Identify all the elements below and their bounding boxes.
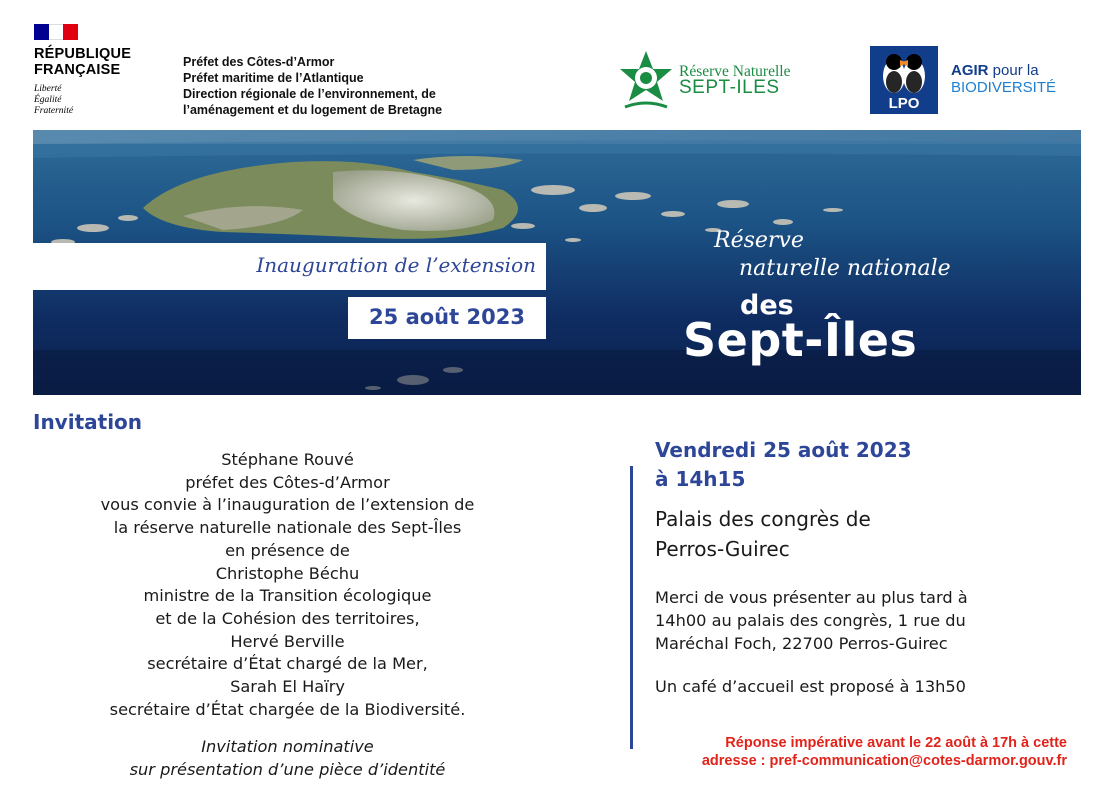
invitation-line: secrétaire d’État chargée de la Biodiversité. bbox=[109, 699, 466, 719]
invitation-line: en présence de bbox=[225, 540, 350, 560]
biodiversite-word: BIODIVERSITÉ bbox=[951, 79, 1057, 96]
banner-date-box bbox=[348, 297, 546, 339]
arrival-line: Maréchal Foch, 22700 Perros-Guirec bbox=[655, 634, 948, 653]
invitation-line: et de la Cohésion des territoires, bbox=[155, 608, 420, 628]
prefect-line: Préfet des Côtes-d’Armor bbox=[183, 55, 335, 69]
agir-word: AGIR bbox=[951, 62, 989, 79]
venue-line2: Perros-Guirec bbox=[655, 537, 790, 561]
invitation-line: préfet des Côtes-d’Armor bbox=[185, 472, 390, 492]
invitation-line: Hervé Berville bbox=[230, 631, 345, 651]
agir-tagline bbox=[951, 62, 1039, 79]
pour-la-words: pour la bbox=[988, 62, 1039, 79]
invitation-line: ministre de la Transition écologique bbox=[143, 586, 432, 606]
lpo-logo bbox=[870, 46, 938, 114]
vertical-divider bbox=[630, 466, 633, 749]
republique-title-line2: FRANÇAISE bbox=[34, 62, 121, 78]
event-time: à 14h15 bbox=[655, 467, 746, 491]
prefect-line: l’aménagement et du logement de Bretagne bbox=[183, 103, 443, 117]
reserve-sept-iles-logo bbox=[617, 47, 817, 117]
invitation-body bbox=[60, 449, 515, 721]
rsvp-email-line[interactable]: adresse : pref-communication@cotes-darmor.gouv.fr bbox=[701, 753, 1067, 769]
reserve-title-line3: des bbox=[740, 290, 794, 321]
motto-egalite: Égalité bbox=[34, 95, 62, 105]
prefect-line: Direction régionale de l’environnement, de bbox=[183, 87, 436, 101]
invitation-note-line2: sur présentation d’une pièce d’identité bbox=[129, 759, 446, 779]
puffin-icon bbox=[870, 46, 938, 98]
star-island-icon bbox=[617, 49, 675, 115]
inauguration-label-box bbox=[33, 243, 546, 290]
invitation-line: Sarah El Haïry bbox=[230, 677, 345, 697]
invitation-line: Christophe Béchu bbox=[215, 563, 360, 583]
motto-fraternite: Fraternité bbox=[34, 106, 74, 116]
rsvp-notice bbox=[600, 734, 1067, 770]
inauguration-title: Inauguration de l’extension bbox=[256, 253, 536, 277]
event-date bbox=[655, 436, 912, 494]
coffee-notice: Un café d’accueil est proposé à 13h50 bbox=[655, 677, 966, 696]
arrival-instructions bbox=[655, 586, 968, 655]
reserve-title-line1: Réserve bbox=[714, 228, 804, 253]
invitation-note-line1: Invitation nominative bbox=[201, 737, 374, 756]
reserve-logo-line1: Réserve Naturelle bbox=[679, 63, 791, 80]
invitation-line: secrétaire d’État chargé de la Mer, bbox=[147, 654, 428, 674]
invitation-note bbox=[60, 736, 515, 781]
venue-line1: Palais des congrès de bbox=[655, 507, 871, 531]
republique-title-line1: RÉPUBLIQUE bbox=[34, 46, 132, 62]
rsvp-line1: Réponse impérative avant le 22 août à 17h à cette bbox=[725, 735, 1067, 751]
invitation-heading: Invitation bbox=[33, 410, 143, 434]
invitation-line: la réserve naturelle nationale des Sept-Îles bbox=[113, 518, 462, 538]
prefecture-block bbox=[183, 54, 442, 118]
reserve-logo-line2: SEPT-ILES bbox=[679, 77, 780, 98]
reserve-title-line2: naturelle nationale bbox=[739, 256, 951, 281]
invitation-line: Stéphane Rouvé bbox=[221, 450, 354, 469]
lpo-logo-text: LPO bbox=[888, 95, 920, 112]
invitation-line: vous convie à l’inauguration de l’extension de bbox=[100, 495, 475, 515]
republique-francaise-logo bbox=[22, 14, 152, 126]
arrival-line: Merci de vous présenter au plus tard à bbox=[655, 588, 968, 607]
motto-liberte: Liberté bbox=[34, 84, 62, 94]
republique-francaise-title bbox=[34, 46, 131, 78]
event-date-line1: Vendredi 25 août 2023 bbox=[655, 438, 912, 462]
arrival-line: 14h00 au palais des congrès, 1 rue du bbox=[655, 611, 966, 630]
french-flag-icon bbox=[34, 24, 78, 40]
banner-date: 25 août 2023 bbox=[369, 305, 525, 329]
reserve-title-main: Sept-Îles bbox=[683, 313, 918, 367]
republique-motto bbox=[34, 84, 73, 117]
prefect-line: Préfet maritime de l’Atlantique bbox=[183, 71, 364, 85]
event-venue bbox=[655, 504, 871, 564]
